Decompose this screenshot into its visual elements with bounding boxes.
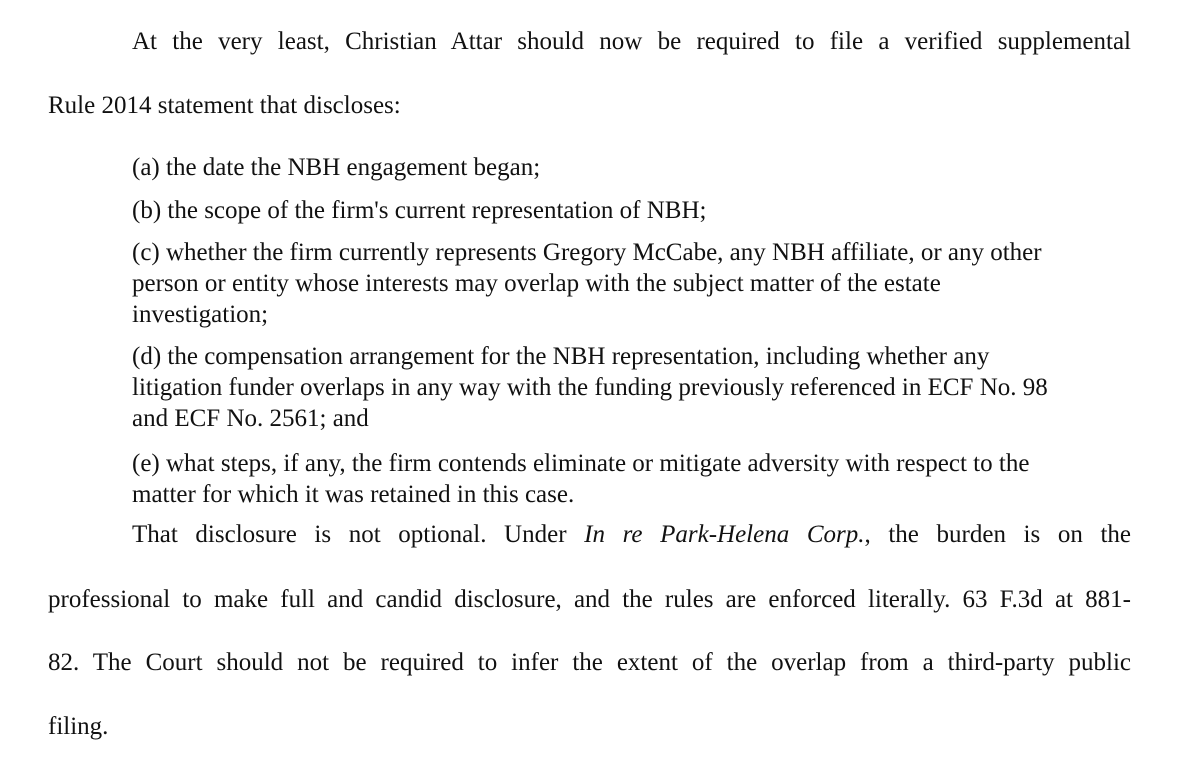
paragraph-1-line-2: Rule 2014 statement that discloses: (48, 92, 401, 119)
paragraph-2-text-before-case: That disclosure is not optional. Under (132, 521, 585, 548)
paragraph-2-line-2: professional to make full and candid disclosure, and the rules are enforced literally. 63 F.3d at 881- (48, 586, 1131, 613)
case-name: In re Park-Helena Corp. (584, 521, 865, 548)
list-item-b: (b) the scope of the firm's current representation of NBH; (132, 197, 707, 224)
paragraph-2-line-1 (132, 520, 1131, 550)
list-item-c: (c) whether the firm currently represents Gregory McCabe, any NBH affiliate, or any other person or entity whose interests may overlap with the subject matter of the estate investigation; (132, 239, 1042, 328)
paragraph-2-text-after-case: , the burden is on the (864, 521, 1131, 548)
list-item-a: (a) the date the NBH engagement began; (132, 154, 541, 181)
list-item-e: (e) what steps, if any, the firm contends eliminate or mitigate adversity with respect to the matter for which it was retained in this case. (132, 450, 1030, 508)
paragraph-2-line-3: 82. The Court should not be required to infer the extent of the overlap from a third-party public (48, 649, 1131, 676)
paragraph-1-line-1: At the very least, Christian Attar should now be required to file a verified supplemental (132, 28, 1131, 55)
list-item-d: (d) the compensation arrangement for the NBH representation, including whether any litigation funder overlaps in any way with the funding previously referenced in ECF No. 98 and ECF No. 2561; and (132, 343, 1048, 432)
paragraph-2-line-4: filing. (48, 713, 109, 740)
